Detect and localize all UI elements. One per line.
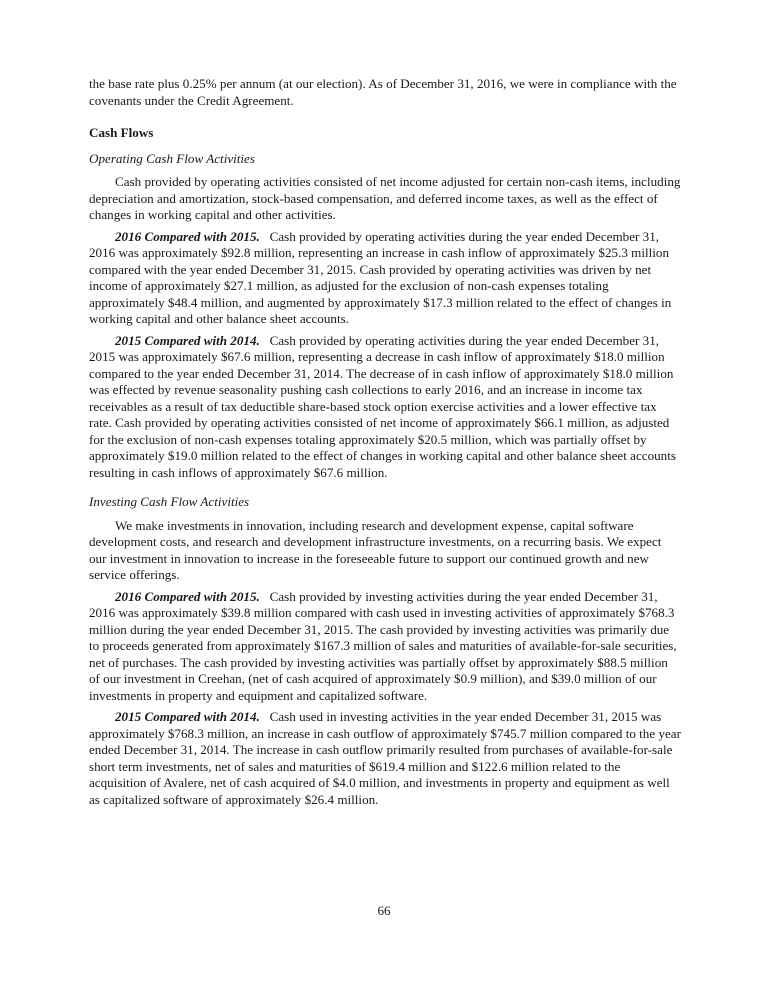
subheading-operating: Operating Cash Flow Activities bbox=[89, 150, 255, 166]
operating-2016-lead: 2016 Compared with 2015. bbox=[115, 228, 260, 244]
investing-2016-paragraph bbox=[89, 589, 681, 705]
operating-2016-paragraph bbox=[89, 229, 681, 328]
investing-2015-paragraph bbox=[89, 709, 681, 808]
investing-2015-text: Cash used in investing activities in the year ended December 31, 2015 was approximately $768.3 million, an increase in cash outflow of approximately $745.7 million compared to the year ended December 31, 2014. The increase in cash outflow primarily resulted from purchases of available-for-sale short term investments, net of sales and maturities of $619.4 million and $122.6 million related to the acquisition of Avalere, net of cash acquired of $4.0 million, and investments in property and equipment as well as capitalized software of approximately $26.4 million. bbox=[89, 709, 681, 807]
document-body bbox=[89, 76, 681, 813]
intro-paragraph: the base rate plus 0.25% per annum (at our election). As of December 31, 2016, we were in compliance with the covenants under the Credit Agreement. bbox=[89, 76, 677, 108]
operating-overview-paragraph: Cash provided by operating activities consisted of net income adjusted for certain non-cash items, including depreciation and amortization, stock-based compensation, and deferred income taxes, as well as the effect of changes in working capital and other activities. bbox=[89, 174, 681, 222]
investing-2015-lead: 2015 Compared with 2014. bbox=[115, 709, 260, 724]
investing-2016-lead: 2016 Compared with 2015. bbox=[115, 588, 260, 604]
section-heading-cash-flows: Cash Flows bbox=[89, 125, 154, 140]
operating-2015-lead: 2015 Compared with 2014. bbox=[115, 332, 260, 348]
operating-2016-text: Cash provided by operating activities during the year ended December 31, 2016 was approximately $92.8 million, representing an increase in cash inflow of approximately $25.3 million compared with the year ended December 31, 2015. Cash provided by operating activities was driven by net income of approximately $27.1 million, as adjusted for the exclusion of non-cash expenses totaling approximately $48.4 million, and augmented by approximately $17.3 million related to the effect of changes in working capital and other balance sheet accounts. bbox=[89, 228, 672, 326]
page-number: 66 bbox=[377, 903, 391, 918]
investing-2016-text: Cash provided by investing activities during the year ended December 31, 2016 was approximately $39.8 million compared with cash used in investing activities of approximately $768.3 million during the year ended December 31, 2015. The cash provided by investing activities was primarily due to proceeds generated from approximately $167.3 million of sales and maturities of available-for-sale securities, net of purchases. The cash provided by investing activities was partially offset by approximately $88.5 million of our investment in Creehan, (net of cash acquired of approximately $0.9 million), and $39.0 million of our investments in property and equipment and capitalized software. bbox=[89, 588, 677, 703]
operating-2015-paragraph bbox=[89, 333, 681, 482]
subheading-investing: Investing Cash Flow Activities bbox=[89, 494, 250, 509]
operating-2015-text: Cash provided by operating activities during the year ended December 31, 2015 was approximately $67.6 million, representing a decrease in cash inflow of approximately $18.0 million compared to the year ended December 31, 2014. The decrease of in cash inflow of approximately $18.0 million was effected by revenue seasonality pushing cash collections to early 2016, and an increase in income tax receivables as a result of tax deductible share-based stock option exercise activities and a lower effective tax rate. Cash provided by operating activities consisted of net income of approximately $66.1 million, as adjusted for the exclusion of non-cash expenses totaling approximately $20.5 million, which was partially offset by approximately $19.0 million related to the effect of changes in working capital and other balance sheet accounts resulting in cash inflows of approximately $67.6 million. bbox=[89, 332, 676, 480]
investing-overview-paragraph: We make investments in innovation, including research and development expense, capital software development costs, and research and development infrastructure investments, on a recurring basis. We expect our investment in innovation to increase in the foreseeable future to support our continued growth and new service offerings. bbox=[89, 517, 662, 582]
